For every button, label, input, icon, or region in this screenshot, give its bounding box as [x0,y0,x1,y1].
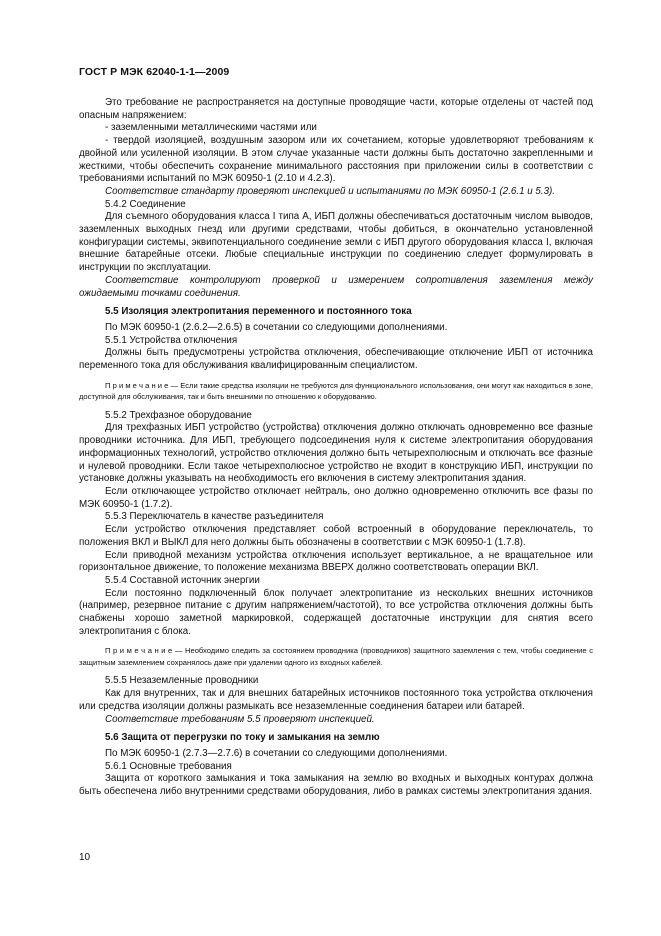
note-label: П р и м е ч а н и е [105,646,173,656]
paragraph: Должны быть предусмотрены устройства отключения, обеспечивающие отключение ИБП от источника переменного тока для обслуживания квалифицированным специалистом. [79,347,593,372]
note [79,380,593,403]
paragraph: Защита от короткого замыкания и тока замыкания на землю во входных и выходных контурах должна быть обеспечена либо внутренними средствами оборудования, либо в рамках системы электропитания здания. [79,773,593,798]
subsection-heading: 5.5.1 Устройства отключения [105,334,238,346]
paragraph: Если постоянно подключенный блок получает электропитание из нескольких внешних источников (например, резервное питание с другим напряжением/частотой), то все устройства отключения должны быть снабжены хорошо заметной маркировкой, содержащей достаточные инструкции для снятия всего электропитания с блока. [79,587,593,637]
document-body [79,97,593,799]
subsection-heading: 5.6.1 Основные требования [105,760,232,772]
note [79,645,593,668]
subsection-heading: 5.4.2 Соединение [105,198,186,210]
paragraph: По МЭК 60950-1 (2.7.3—2.7.6) в сочетании со следующими дополнениями. [105,747,448,759]
document-header: ГОСТ Р МЭК 62040-1-1—2009 [79,66,230,78]
paragraph: Для съемного оборудования класса I типа А, ИБП должны обеспечиваться достаточным числом выводов, заземленных выходных гнезд или другими средствами, чтобы добиться, в окончательно установленной конфигурации системы, эквипотенциального соединение земли с ИБП другого оборудования класса I, включая внешние батарейные отсеки. Любые специальные инструкции по соединению следует формулировать в инструкции по эксплуатации. [79,211,593,274]
list-item: - заземленными металлическими частями или [105,122,317,134]
paragraph: Если приводной механизм устройства отключения использует вертикальное, а не вращательное или горизонтальное движение, то положение механизма ВВЕРХ должно соответствовать операции ВКЛ. [79,549,593,574]
subsection-heading: 5.5.3 Переключатель в качестве разъединителя [105,511,324,523]
paragraph: Если устройство отключения представляет собой встроенный в оборудование переключатель, то положения ВКЛ и ВЫКЛ для него должны быть обозначены в соответствии с МЭК 60950-1 (1.7.8). [79,524,593,548]
note-text: — Если такие средства изоляции не требуются для функционального использования, они могут как находиться в зоне, доступной для обслуживания, так и быть внешними по отношению к оборудованию. [79,380,593,402]
paragraph: Как для внутренних, так и для внешних батарейных источников постоянного тока устройства отключения или средства изоляции должны размыкать все незаземленные соединения батареи или батарей. [79,688,593,712]
compliance-statement: Соответствие стандарту проверяют инспекцией и испытаниями по МЭК 60950-1 (2.6.1 и 5.3). [105,185,556,197]
section-heading: 5.5 Изоляция электропитания переменного и постоянного тока [105,306,412,318]
paragraph: По МЭК 60950-1 (2.6.2—2.6.5) в сочетании со следующими дополнениями. [105,321,448,333]
subsection-heading: 5.5.4 Составной источник энергии [105,574,260,586]
note-label: П р и м е ч а н и е [105,380,169,390]
list-item: - твердой изоляцией, воздушным зазором или их сочетанием, которые удовлетворяют требованиям к двойной или усиленной изоляции. В этом случае указанные части должны быть достаточно закрепленными и жесткими, чтобы обеспечить сохранение минимального расстояния при приложении силы в соответствии с требованиями испытаний по МЭК 60950-1 (2.10 и 4.2.3). [79,135,593,185]
paragraph: Это требование не распространяется на доступные проводящие части, которые отделены от частей под опасным напряжением: [79,97,593,121]
subsection-heading: 5.5.2 Трехфазное оборудование [105,409,252,421]
paragraph: Для трехфазных ИБП устройство (устройства) отключения должно отключать одновременно все фазные проводники источника. Для ИБП, требующего подсоединения нуля к системе электропитания оборудования информационных технологий, устройство отключения должно быть четырехполюсным и отключать все фазные и нулевой проводники. Если такое четырехполюсное устройство не входит в конструкцию ИБП, инструкции по установке должны указывать на необходимость его включения в систему электропитания здания. [79,422,593,485]
section-heading: 5.6 Защита от перегрузки по току и замыкания на землю [105,732,380,744]
compliance-statement: Соответствие требованиям 5.5 проверяют инспекцией. [105,713,375,725]
note-text: — Необходимо следить за состоянием проводника (проводников) защитного заземления с тем, чтобы соединение с защитным заземлением сохранялось даже при удалении одного из входных кабелей. [79,646,593,667]
page-number: 10 [79,852,91,863]
compliance-statement: Соответствие контролируют проверкой и измерением сопротивления заземления между ожидаемыми точками соединения. [79,274,593,299]
paragraph: Если отключающее устройство отключает нейтраль, оно должно одновременно отключить все фазы по МЭК 60950-1 (1.7.2). [79,485,593,510]
subsection-heading: 5.5.5 Незаземленные проводники [105,675,259,687]
